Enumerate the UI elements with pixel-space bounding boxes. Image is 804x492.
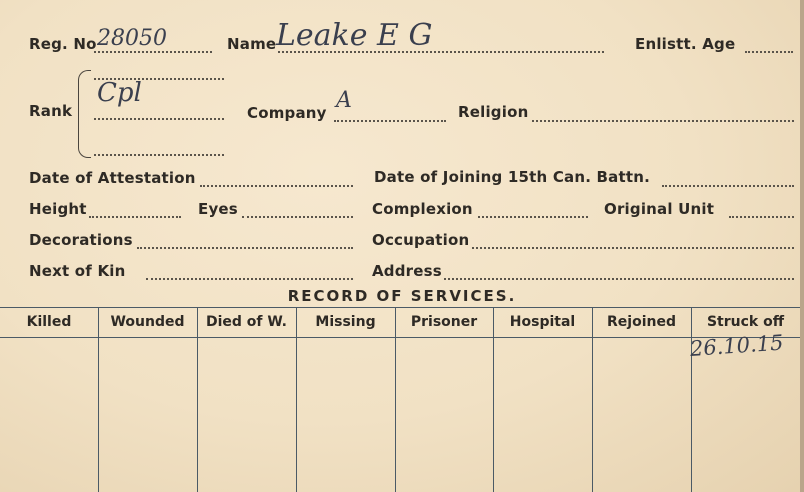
- column-divider: [296, 307, 297, 492]
- column-divider: [197, 307, 198, 492]
- next-of-kin-label: Next of Kin: [29, 262, 126, 280]
- column-header-wounded: Wounded: [110, 314, 185, 330]
- eyes-label: Eyes: [198, 200, 238, 218]
- address-label: Address: [372, 262, 442, 280]
- column-header-rejoined: Rejoined: [607, 314, 676, 330]
- eyes-line: [242, 216, 353, 218]
- company-line: [334, 120, 446, 122]
- occupation-line: [472, 247, 794, 249]
- original-unit-label: Original Unit: [604, 200, 715, 218]
- column-header-hospital: Hospital: [509, 314, 576, 330]
- column-header-killed: Killed: [26, 314, 72, 330]
- rank-line-3: [94, 154, 224, 156]
- column-divider: [395, 307, 396, 492]
- date-joining-label: Date of Joining 15th Can. Battn.: [374, 168, 651, 186]
- rank-handwritten: Cpl: [97, 78, 142, 108]
- table-header-rule: [0, 337, 800, 338]
- reg-no-handwritten: 28050: [97, 26, 167, 51]
- column-divider: [493, 307, 494, 492]
- complexion-line: [478, 216, 588, 218]
- complexion-label: Complexion: [372, 200, 473, 218]
- date-attestation-line: [200, 185, 353, 187]
- occupation-label: Occupation: [372, 231, 470, 249]
- rank-label: Rank: [29, 102, 73, 120]
- religion-line: [532, 120, 794, 122]
- name-line: [278, 51, 604, 53]
- address-line: [444, 278, 794, 280]
- column-header-missing: Missing: [315, 314, 376, 330]
- column-divider: [691, 307, 692, 492]
- record-of-services-title: RECORD OF SERVICES.: [287, 287, 517, 305]
- date-attestation-label: Date of Attestation: [29, 169, 196, 187]
- name-label: Name: [227, 35, 277, 53]
- next-of-kin-line: [146, 278, 353, 280]
- enlist-age-label: Enlistt. Age: [635, 35, 736, 53]
- height-line: [89, 216, 181, 218]
- company-handwritten: A: [336, 88, 352, 113]
- name-handwritten: Leake E G: [276, 18, 433, 53]
- column-header-prisoner: Prisoner: [410, 314, 478, 330]
- column-divider: [592, 307, 593, 492]
- decorations-line: [137, 247, 353, 249]
- column-divider: [98, 307, 99, 492]
- table-top-rule: [0, 307, 800, 308]
- struck-off-date-handwritten: 26.10.15: [689, 330, 785, 361]
- rank-brace: [78, 70, 91, 158]
- rank-line-2: [94, 118, 224, 120]
- reg-no-label: Reg. No: [29, 35, 97, 53]
- column-header-struck-off: Struck off: [706, 314, 785, 330]
- date-joining-line: [662, 185, 794, 187]
- decorations-label: Decorations: [29, 231, 133, 249]
- original-unit-line: [729, 216, 794, 218]
- enlist-age-line: [745, 51, 793, 53]
- reg-no-line: [94, 51, 212, 53]
- column-header-died-of-wounds: Died of W.: [205, 314, 287, 330]
- height-label: Height: [29, 200, 87, 218]
- company-label: Company: [247, 104, 327, 122]
- religion-label: Religion: [458, 103, 529, 121]
